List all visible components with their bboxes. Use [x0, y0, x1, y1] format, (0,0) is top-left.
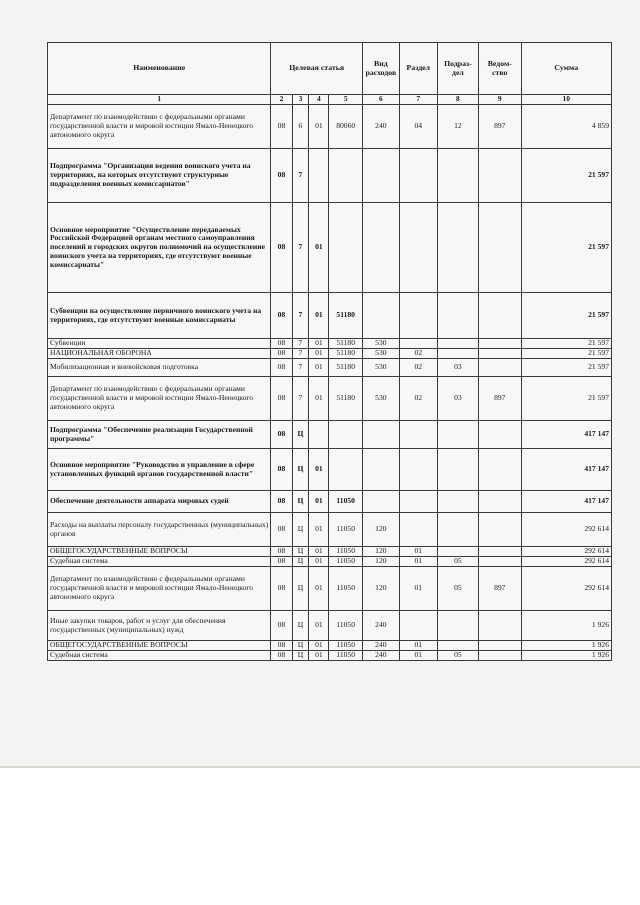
col-number: 9	[479, 95, 521, 105]
target-code-2: 7	[292, 203, 309, 293]
target-code-2: Ц	[292, 513, 309, 547]
section	[399, 491, 437, 513]
target-code-4: 11050	[329, 491, 363, 513]
target-code-3: 01	[309, 567, 329, 611]
row-name: Обеспечение деятельности аппарата мировых судей	[48, 491, 271, 513]
target-code-4: 11050	[329, 641, 363, 651]
department-code: 897	[479, 377, 521, 421]
header-row	[48, 43, 612, 95]
target-code-4: 51180	[329, 293, 363, 339]
target-code-2: 7	[292, 149, 309, 203]
row-name: Подпрограмма "Обеспечение реализации Государственной программы"	[48, 421, 271, 449]
section: 01	[399, 641, 437, 651]
amount: 21 597	[521, 359, 612, 377]
target-code-4: 11050	[329, 547, 363, 557]
target-code-3: 01	[309, 557, 329, 567]
table-row	[48, 557, 612, 567]
subsection	[437, 339, 478, 349]
row-name: Расходы на выплаты персоналу государственных (муниципальных) органов	[48, 513, 271, 547]
header-amount: Сумма	[521, 43, 612, 95]
subsection	[437, 421, 478, 449]
section: 04	[399, 105, 437, 149]
department-code	[479, 293, 521, 339]
target-code-4: 51180	[329, 377, 363, 421]
table-body	[48, 105, 612, 661]
department-code	[479, 611, 521, 641]
subsection	[437, 513, 478, 547]
expense-type	[362, 203, 399, 293]
target-code-1: 08	[271, 149, 292, 203]
row-name: Основное мероприятие "Осуществление передаваемых Российской Федерацией органам местного самоуправления поселений и городских округов полномочий на осуществление воинского учета на территориях, где отсутствуют военные комиссариаты"	[48, 203, 271, 293]
col-number: 8	[437, 95, 478, 105]
section: 01	[399, 567, 437, 611]
amount: 21 597	[521, 203, 612, 293]
table-row	[48, 105, 612, 149]
table-row	[48, 293, 612, 339]
row-name: Судебная система	[48, 557, 271, 567]
table-row	[48, 651, 612, 661]
target-code-2: Ц	[292, 641, 309, 651]
row-name: Основное мероприятие "Руководство и управление в сфере установленных функций органов государственной власти"	[48, 449, 271, 491]
col-number: 7	[399, 95, 437, 105]
table-row	[48, 149, 612, 203]
section	[399, 449, 437, 491]
expense-type: 120	[362, 557, 399, 567]
department-code	[479, 547, 521, 557]
amount: 1 926	[521, 611, 612, 641]
row-name: НАЦИОНАЛЬНАЯ ОБОРОНА	[48, 349, 271, 359]
target-code-3: 01	[309, 513, 329, 547]
target-code-4	[329, 203, 363, 293]
subsection	[437, 149, 478, 203]
target-code-1: 08	[271, 105, 292, 149]
section	[399, 149, 437, 203]
target-code-2: Ц	[292, 651, 309, 661]
target-code-3	[309, 421, 329, 449]
section: 01	[399, 547, 437, 557]
expense-type	[362, 293, 399, 339]
section	[399, 611, 437, 641]
target-code-2: 7	[292, 349, 309, 359]
expense-type	[362, 149, 399, 203]
expense-type: 530	[362, 349, 399, 359]
subsection: 03	[437, 377, 478, 421]
target-code-3: 01	[309, 651, 329, 661]
col-number: 6	[362, 95, 399, 105]
target-code-3: 01	[309, 293, 329, 339]
amount: 417 147	[521, 491, 612, 513]
subsection	[437, 449, 478, 491]
target-code-2: Ц	[292, 449, 309, 491]
table-row	[48, 359, 612, 377]
target-code-4: 11050	[329, 513, 363, 547]
section: 01	[399, 557, 437, 567]
target-code-3: 01	[309, 491, 329, 513]
row-name: Субвенции на осуществление первичного воинского учета на территориях, где отсутствуют военные комиссариаты	[48, 293, 271, 339]
row-name: Судебная система	[48, 651, 271, 661]
target-code-2: 6	[292, 105, 309, 149]
table-row	[48, 377, 612, 421]
target-code-4: 51180	[329, 339, 363, 349]
target-code-4: 11050	[329, 557, 363, 567]
target-code-4	[329, 149, 363, 203]
target-code-3	[309, 149, 329, 203]
amount: 417 147	[521, 421, 612, 449]
department-code: 897	[479, 567, 521, 611]
target-code-2: Ц	[292, 491, 309, 513]
department-code	[479, 339, 521, 349]
column-number-row	[48, 95, 612, 105]
col-number: 3	[292, 95, 309, 105]
target-code-2: 7	[292, 293, 309, 339]
expense-type: 240	[362, 105, 399, 149]
section	[399, 421, 437, 449]
row-name: Иные закупки товаров, работ и услуг для обеспечения государственных (муниципальных) нужд	[48, 611, 271, 641]
target-code-1: 08	[271, 377, 292, 421]
expense-type: 240	[362, 651, 399, 661]
row-name: Субвенции	[48, 339, 271, 349]
row-name: Подпрограмма "Организация ведения воинского учета на территориях, на которых отсутствуют структурные подразделения военных комиссариатов"	[48, 149, 271, 203]
target-code-1: 08	[271, 203, 292, 293]
expense-type: 530	[362, 339, 399, 349]
subsection	[437, 203, 478, 293]
target-code-1: 08	[271, 547, 292, 557]
department-code	[479, 449, 521, 491]
expense-type	[362, 421, 399, 449]
subsection	[437, 491, 478, 513]
expense-type: 240	[362, 641, 399, 651]
target-code-3: 01	[309, 105, 329, 149]
target-code-2: Ц	[292, 547, 309, 557]
target-code-1: 08	[271, 651, 292, 661]
table-row	[48, 567, 612, 611]
row-name: ОБЩЕГОСУДАРСТВЕННЫЕ ВОПРОСЫ	[48, 547, 271, 557]
col-number: 5	[329, 95, 363, 105]
amount: 1 926	[521, 651, 612, 661]
target-code-1: 08	[271, 339, 292, 349]
department-code: 897	[479, 105, 521, 149]
target-code-3: 01	[309, 203, 329, 293]
target-code-1: 08	[271, 611, 292, 641]
section	[399, 513, 437, 547]
subsection	[437, 547, 478, 557]
target-code-1: 08	[271, 449, 292, 491]
amount: 21 597	[521, 349, 612, 359]
section	[399, 203, 437, 293]
subsection	[437, 293, 478, 339]
target-code-2: 7	[292, 359, 309, 377]
subsection: 05	[437, 651, 478, 661]
target-code-1: 08	[271, 293, 292, 339]
department-code	[479, 359, 521, 377]
target-code-4	[329, 449, 363, 491]
col-number: 4	[309, 95, 329, 105]
row-name: ОБЩЕГОСУДАРСТВЕННЫЕ ВОПРОСЫ	[48, 641, 271, 651]
header-section: Раздел	[399, 43, 437, 95]
section: 02	[399, 377, 437, 421]
row-name: Департамент по взаимодействию с федеральными органами государственной власти и мировой юстиции Ямало-Ненецкого автономного округа	[48, 377, 271, 421]
table-row	[48, 339, 612, 349]
department-code	[479, 513, 521, 547]
amount: 21 597	[521, 339, 612, 349]
header-expense-type: Вид расходов	[362, 43, 399, 95]
section	[399, 339, 437, 349]
col-number: 1	[48, 95, 271, 105]
subsection	[437, 611, 478, 641]
department-code	[479, 641, 521, 651]
target-code-1: 08	[271, 641, 292, 651]
target-code-1: 08	[271, 567, 292, 611]
target-code-2: Ц	[292, 611, 309, 641]
target-code-4: 11050	[329, 651, 363, 661]
table-row	[48, 513, 612, 547]
budget-table	[47, 42, 612, 661]
target-code-4: 51180	[329, 349, 363, 359]
amount: 292 614	[521, 547, 612, 557]
col-number: 2	[271, 95, 292, 105]
amount: 4 859	[521, 105, 612, 149]
subsection: 12	[437, 105, 478, 149]
table-row	[48, 449, 612, 491]
target-code-4: 80060	[329, 105, 363, 149]
table-row	[48, 349, 612, 359]
amount: 21 597	[521, 377, 612, 421]
expense-type: 120	[362, 513, 399, 547]
table-row	[48, 547, 612, 557]
target-code-2: 7	[292, 377, 309, 421]
expense-type: 530	[362, 359, 399, 377]
col-number: 10	[521, 95, 612, 105]
section: 01	[399, 651, 437, 661]
target-code-4: 11050	[329, 611, 363, 641]
row-name: Департамент по взаимодействию с федеральными органами государственной власти и мировой юстиции Ямало-Ненецкого автономного округа	[48, 105, 271, 149]
subsection: 03	[437, 359, 478, 377]
target-code-2: Ц	[292, 557, 309, 567]
section: 02	[399, 359, 437, 377]
department-code	[479, 491, 521, 513]
expense-type: 240	[362, 611, 399, 641]
section	[399, 293, 437, 339]
target-code-3: 01	[309, 611, 329, 641]
table-row	[48, 641, 612, 651]
table-row	[48, 611, 612, 641]
expense-type	[362, 449, 399, 491]
amount: 292 614	[521, 513, 612, 547]
page-edge	[0, 766, 640, 768]
target-code-2: Ц	[292, 567, 309, 611]
subsection: 05	[437, 557, 478, 567]
section: 02	[399, 349, 437, 359]
header-name: Наименование	[48, 43, 271, 95]
target-code-1: 08	[271, 359, 292, 377]
target-code-4: 11050	[329, 567, 363, 611]
header-subsection: Подраз-дел	[437, 43, 478, 95]
target-code-1: 08	[271, 491, 292, 513]
target-code-4: 51180	[329, 359, 363, 377]
department-code	[479, 421, 521, 449]
target-code-2: 7	[292, 339, 309, 349]
department-code	[479, 349, 521, 359]
subsection	[437, 349, 478, 359]
header-department: Ведом-ство	[479, 43, 521, 95]
amount: 1 926	[521, 641, 612, 651]
target-code-1: 08	[271, 349, 292, 359]
target-code-3: 01	[309, 547, 329, 557]
department-code	[479, 557, 521, 567]
target-code-4	[329, 421, 363, 449]
amount: 21 597	[521, 293, 612, 339]
subsection	[437, 641, 478, 651]
target-code-3: 01	[309, 377, 329, 421]
expense-type: 120	[362, 547, 399, 557]
header-target: Целевая статья	[271, 43, 363, 95]
target-code-1: 08	[271, 421, 292, 449]
row-name: Мобилизационная и вневойсковая подготовка	[48, 359, 271, 377]
table-row	[48, 491, 612, 513]
amount: 21 597	[521, 149, 612, 203]
department-code	[479, 651, 521, 661]
target-code-3: 01	[309, 641, 329, 651]
amount: 292 614	[521, 567, 612, 611]
target-code-3: 01	[309, 359, 329, 377]
amount: 417 147	[521, 449, 612, 491]
target-code-3: 01	[309, 339, 329, 349]
row-name: Департамент по взаимодействию с федеральными органами государственной власти и мировой юстиции Ямало-Ненецкого автономного округа	[48, 567, 271, 611]
target-code-2: Ц	[292, 421, 309, 449]
target-code-1: 08	[271, 513, 292, 547]
target-code-1: 08	[271, 557, 292, 567]
expense-type: 120	[362, 567, 399, 611]
subsection: 05	[437, 567, 478, 611]
target-code-3: 01	[309, 349, 329, 359]
expense-type	[362, 491, 399, 513]
table-row	[48, 203, 612, 293]
department-code	[479, 203, 521, 293]
amount: 292 614	[521, 557, 612, 567]
department-code	[479, 149, 521, 203]
expense-type: 530	[362, 377, 399, 421]
table-row	[48, 421, 612, 449]
target-code-3: 01	[309, 449, 329, 491]
